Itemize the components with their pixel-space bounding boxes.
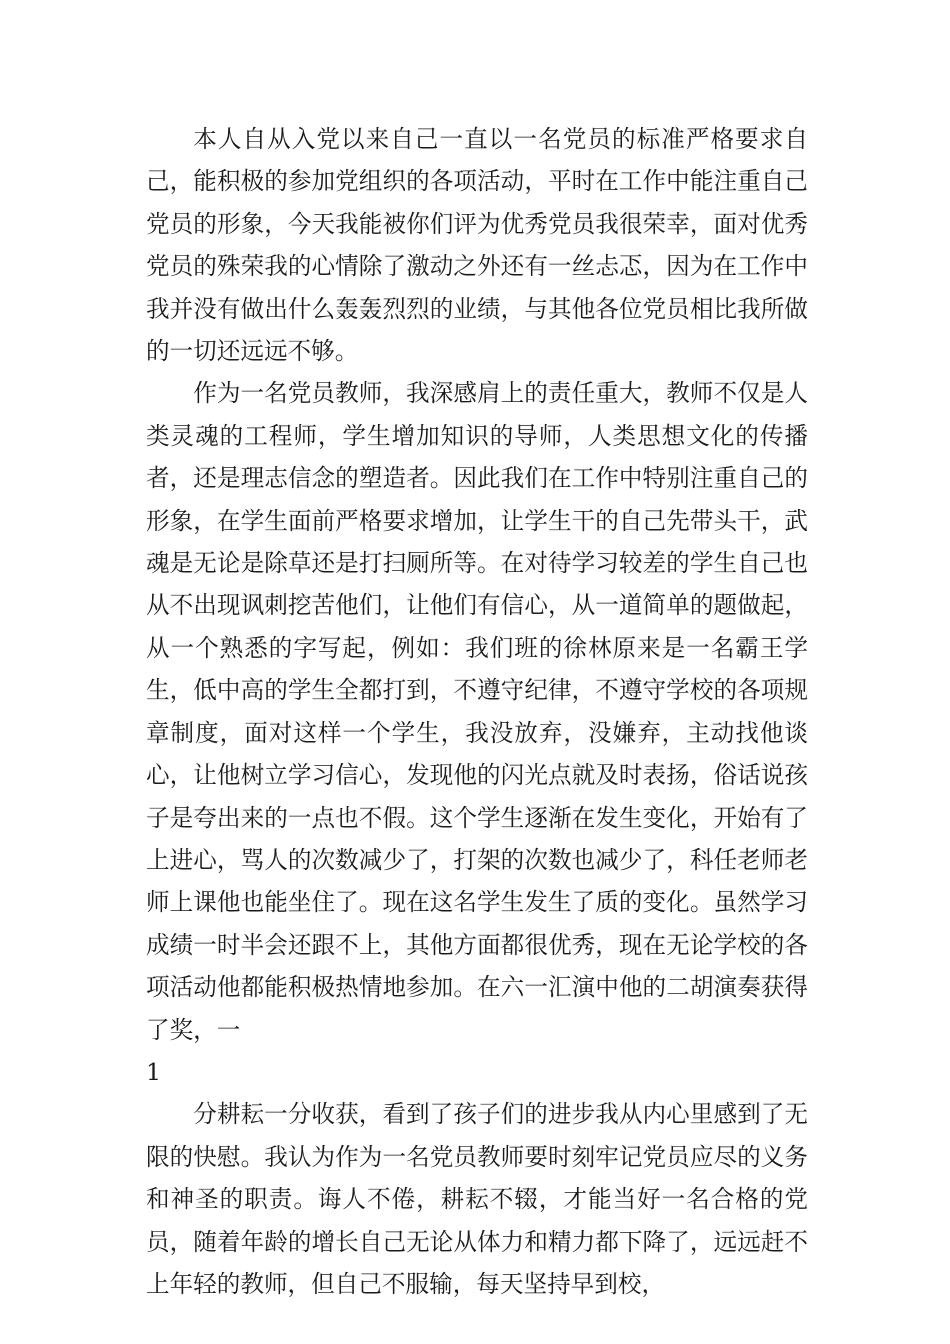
paragraph-2: 作为一名党员教师，我深感肩上的责任重大，教师不仅是人类灵魂的工程师，学生增加知识的导师，人类思想文化的传播者，还是理志信念的塑造者。因此我们在工作中特别注重自己的形象，在学生面前严格要求增加，让学生干的自己先带头干，武魂是无论是除草还是打扫厕所等。在对待学习较差的学生自己也从不出现讽刺挖苦他们，让他们有信心，从一道简单的题做起，从一个熟悉的字写起，例如：我们班的徐林原来是一名霸王学生，低中高的学生全都打到，不遵守纪律，不遵守学校的各项规章制度，面对这样一个学生，我没放弃，没嫌弃，主动找他谈心，让他树立学习信心，发现他的闪光点就及时表扬，俗话说孩子是夸出来的一点也不假。这个学生逐渐在发生变化，开始有了上进心，骂人的次数减少了，打架的次数也减少了，科任老师老师上课他也能坐住了。现在这名学生发生了质的变化。虽然学习成绩一时半会还跟不上，其他方面都很优秀，现在无论学校的各项活动他都能积极热情地参加。在六一汇演中他的二胡演奏获得了奖，一 xyxy=(146,379,808,1044)
paragraph-1: 本人自从入党以来自己一直以一名党员的标准严格要求自己，能积极的参加党组织的各项活动，平时在工作中能注重自己党员的形象，今天我能被你们评为优秀党员我很荣幸，面对优秀党员的殊荣我的心情除了激动之外还有一丝忐忑，因为在工作中我并没有做出什么轰轰烈烈的业绩，与其他各位党员相比我所做的一切还远远不够。 xyxy=(146,125,808,366)
page-number: 1 xyxy=(146,1057,162,1086)
document-body xyxy=(146,118,808,1305)
paragraph-3: 分耕耘一分收获，看到了孩子们的进步我从内心里感到了无限的快慰。我认为作为一名党员教师要时刻牢记党员应尽的义务和神圣的职责。诲人不倦，耕耘不辍，才能当好一名合格的党员，随着年龄的增长自己无论从体力和精力都下降了，远远赶不上年轻的教师，但自己不服输，每天坚持早到校， xyxy=(146,1100,808,1298)
